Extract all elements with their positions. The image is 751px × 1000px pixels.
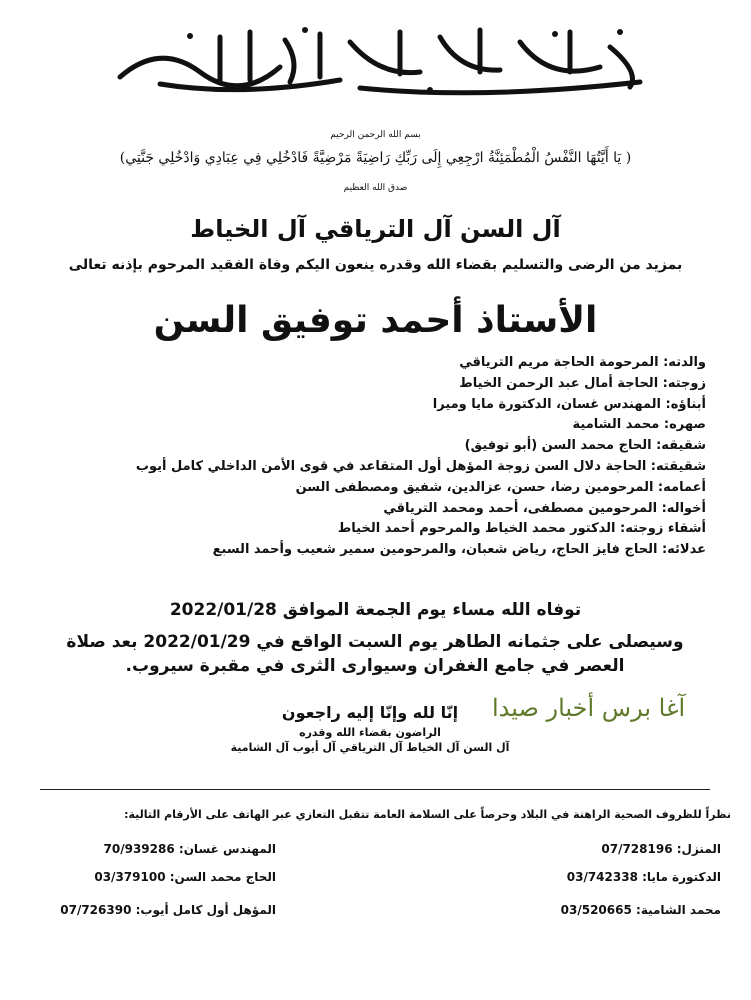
divider-line xyxy=(40,789,710,790)
phone-number: 03/742338 xyxy=(566,870,638,884)
sadaq-allah: صدق الله العظيم xyxy=(343,183,408,193)
basmala: بسم الله الرحمن الرحيم xyxy=(330,130,421,140)
quran-verse: ( يَا أَيَّتُهَا النَّفْسُ الْمُطْمَئِنَّةُ ارْجِعِي إِلَى رَبِّكِ رَاضِيَةً مَرْضِيَّةً فَادْخُلِي فِي عِبَادِي وَادْخُلِي جَنَّتِي) xyxy=(119,150,632,166)
phone-number: 03/379100 xyxy=(94,870,166,884)
announcement-line: بمزيد من الرضى والتسليم بقضاء الله وقدره ينعون اليكم وفاة الفقيد المرحوم بإذنه تعالى xyxy=(68,257,683,273)
relative-line: أعمامه: المرحومين رضا، حسن، عزالدين، شفيق ومصطفى السن xyxy=(295,479,706,495)
families-heading: آل السن آل الترياقي آل الخياط xyxy=(190,215,561,243)
relative-line: عدلائه: الحاج فايز الحاج، رياض شعبان، والمرحومين سمير شعيب وأحمد السبع xyxy=(212,542,706,558)
radun-line: الراضون بقضاء الله وقدره xyxy=(299,726,441,739)
deceased-name: الأستاذ أحمد توفيق السن xyxy=(153,300,598,341)
watermark-text: آغا برس أخبار صيدا xyxy=(492,694,686,722)
phone-label: الحاج محمد السن: xyxy=(169,870,276,884)
relative-line: شقيقه: الحاج محمد السن (أبو توفيق) xyxy=(464,438,706,454)
signers-line: آل السن آل الخياط آل الترياقي آل أيوب آل الشامية xyxy=(230,741,510,754)
phone-number: 70/939286 xyxy=(103,842,175,856)
relative-line: زوجته: الحاجة أمال عبد الرحمن الخياط xyxy=(459,375,706,391)
funeral-details: وسيصلى على جثمانه الطاهر يوم السبت الواقع في 2022/01/29 بعد صلاة العصر في جامع الغفران وسيوارى الثرى في مقبرة سيروب. xyxy=(66,632,684,676)
phone-entry xyxy=(60,903,276,917)
phone-entry xyxy=(104,842,276,856)
relative-line: والدته: المرحومة الحاجة مريم الترياقي xyxy=(459,355,706,370)
relative-line: أشقاء زوجته: الدكتور محمد الخياط والمرحوم أحمد الخياط xyxy=(337,521,706,537)
condolence-notice: نظراً للظروف الصحية الراهنة في البلاد وحرصاً على السلامة العامة تتقبل التعازي عبر الهاتف على الأرقام التالية: xyxy=(124,808,731,821)
phone-entry xyxy=(94,870,276,884)
phone-entry xyxy=(561,903,721,917)
death-date: توفاه الله مساء يوم الجمعة الموافق 2022/01/28 xyxy=(169,600,582,620)
calligraphy-header-image xyxy=(100,22,660,100)
phone-label: المؤهل أول كامل أيوب: xyxy=(135,903,276,917)
phone-label: محمد الشامية: xyxy=(636,903,721,917)
phone-number: 07/728196 xyxy=(601,842,673,856)
phone-label: المهندس غسان: xyxy=(178,842,276,856)
closing-block xyxy=(200,703,540,754)
relative-line: شقيقته: الحاجة دلال السن زوجة المؤهل أول المتقاعد في قوى الأمن الداخلي كامل أيوب xyxy=(135,458,706,474)
relatives-list xyxy=(46,353,706,561)
phone-number: 07/726390 xyxy=(60,903,132,917)
calligraphy-art xyxy=(100,22,660,100)
phone-label: الدكتورة مايا: xyxy=(642,870,721,884)
phone-entry xyxy=(567,870,721,884)
inna-lillah: إنّا لله وإنّا إليه راجعون xyxy=(281,703,459,722)
phone-number: 03/520665 xyxy=(560,903,632,917)
phone-entry xyxy=(601,842,721,856)
relative-line: صهره: محمد الشامية xyxy=(572,417,706,433)
phone-label: المنزل: xyxy=(676,842,721,856)
relative-line: أبناؤه: المهندس غسان، الدكتورة مايا وميرا xyxy=(432,396,706,412)
relative-line: أخواله: المرحومين مصطفى، أحمد ومحمد الترياقي xyxy=(383,500,706,516)
